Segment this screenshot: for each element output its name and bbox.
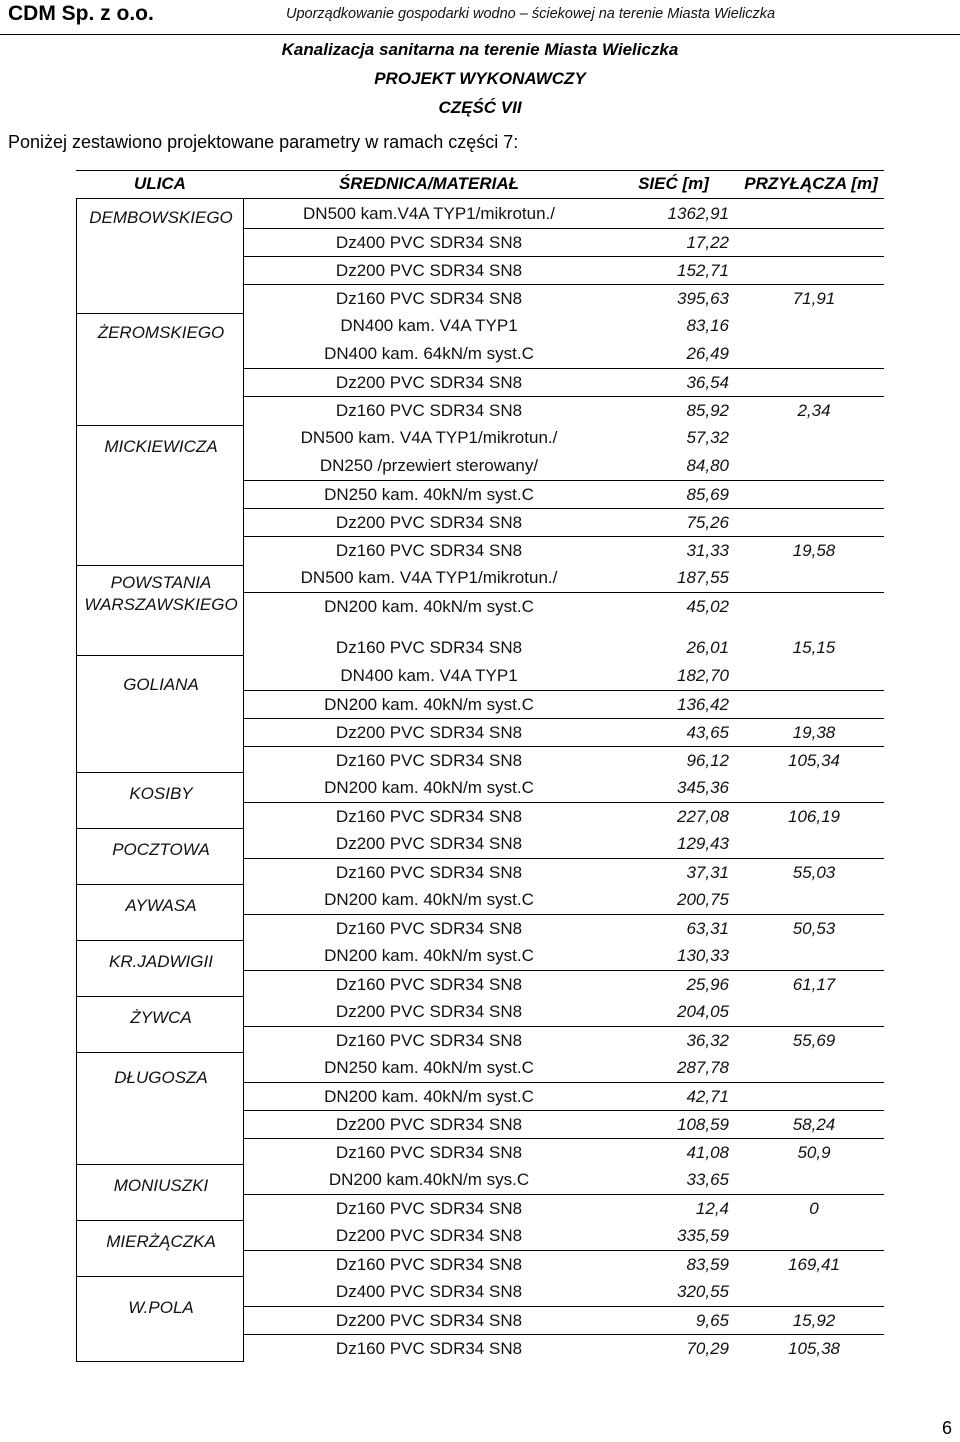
table-row <box>244 914 884 942</box>
network-length-cell: 83,16 <box>686 316 729 335</box>
network-length-cell: 9,65 <box>695 1311 729 1330</box>
table-row <box>244 774 884 802</box>
subtitle-1: Kanalizacja sanitarna na terenie Miasta Wieliczka <box>281 40 679 59</box>
connections-length-cell: 50,53 <box>792 919 836 938</box>
network-length-cell: 17,22 <box>686 233 729 252</box>
table-row <box>244 634 884 662</box>
material-cell: Dz200 PVC SDR34 SN8 <box>335 513 523 532</box>
table-row <box>244 746 884 774</box>
material-cell: Dz160 PVC SDR34 SN8 <box>335 1143 523 1162</box>
material-cell: Dz160 PVC SDR34 SN8 <box>335 751 523 770</box>
table-row <box>244 1250 884 1278</box>
table-row <box>244 690 884 718</box>
material-cell: Dz200 PVC SDR34 SN8 <box>335 1226 523 1245</box>
network-length-cell: 33,65 <box>686 1170 729 1189</box>
street-cell <box>76 425 244 565</box>
table-row <box>244 1334 884 1362</box>
table-top-border <box>76 170 884 199</box>
table-row <box>244 1138 884 1166</box>
table-row <box>244 830 884 858</box>
material-cell: DN250 kam. 40kN/m syst.C <box>324 485 534 504</box>
network-length-cell: 26,49 <box>686 344 729 363</box>
material-cell: DN200 kam. 40kN/m syst.C <box>324 695 534 714</box>
table-row <box>244 312 884 340</box>
material-cell: Dz160 PVC SDR34 SN8 <box>335 1339 523 1358</box>
network-length-cell: 182,70 <box>677 666 729 685</box>
street-cell <box>76 828 244 884</box>
connections-length-cell: 19,38 <box>792 723 836 742</box>
table-row <box>244 1082 884 1110</box>
street-name: KR.JADWIGII <box>109 952 213 971</box>
street-cell <box>76 1052 244 1164</box>
table-row <box>244 1222 884 1250</box>
street-cell <box>76 940 244 996</box>
table-row <box>244 368 884 396</box>
network-length-cell: 1362,91 <box>667 204 729 223</box>
project-title: Uporządkowanie gospodarki wodno – ściekowej na terenie Miasta Wieliczka <box>286 6 776 22</box>
street-name: DŁUGOSZA <box>114 1068 208 1087</box>
table-row <box>244 1026 884 1054</box>
material-cell: DN200 kam. 40kN/m syst.C <box>324 1087 534 1106</box>
material-cell: Dz400 PVC SDR34 SN8 <box>335 1282 523 1301</box>
street-cell <box>76 565 244 655</box>
material-cell: Dz200 PVC SDR34 SN8 <box>335 1002 523 1021</box>
street-name: POCZTOWA <box>112 840 210 859</box>
table-row <box>244 508 884 536</box>
network-length-cell: 130,33 <box>677 946 729 965</box>
network-length-cell: 108,59 <box>677 1115 729 1134</box>
material-cell: DN500 kam. V4A TYP1/mikrotun./ <box>300 428 558 447</box>
material-cell: Dz200 PVC SDR34 SN8 <box>335 723 523 742</box>
connections-length-cell: 50,9 <box>797 1143 831 1162</box>
connections-length-cell: 58,24 <box>792 1115 836 1134</box>
street-cell <box>76 884 244 940</box>
material-cell: Dz160 PVC SDR34 SN8 <box>335 975 523 994</box>
street-cell <box>76 1276 244 1362</box>
subtitle-3: CZĘŚĆ VII <box>438 98 522 117</box>
network-length-cell: 12,4 <box>695 1199 729 1218</box>
network-length-cell: 287,78 <box>677 1058 729 1077</box>
table-row <box>244 1110 884 1138</box>
network-length-cell: 36,54 <box>686 373 729 392</box>
network-length-cell: 26,01 <box>686 638 729 657</box>
material-cell: Dz400 PVC SDR34 SN8 <box>335 233 523 252</box>
connections-length-cell: 15,92 <box>792 1311 836 1330</box>
material-cell: DN400 kam. V4A TYP1 <box>340 666 518 685</box>
material-cell: DN250 /przewiert sterowany/ <box>319 456 539 475</box>
table-row <box>244 998 884 1026</box>
material-cell: Dz160 PVC SDR34 SN8 <box>335 638 523 657</box>
connections-length-cell: 2,34 <box>797 401 831 420</box>
street-name: W.POLA <box>128 1298 194 1317</box>
street-cell <box>76 313 244 425</box>
material-cell: Dz160 PVC SDR34 SN8 <box>335 807 523 826</box>
network-length-cell: 31,33 <box>686 541 729 560</box>
table-row <box>244 858 884 886</box>
table-row <box>244 340 884 368</box>
network-length-cell: 42,71 <box>686 1087 729 1106</box>
material-cell: DN500 kam.V4A TYP1/mikrotun./ <box>303 204 555 223</box>
material-cell: DN200 kam. 40kN/m syst.C <box>324 778 534 797</box>
material-cell: Dz200 PVC SDR34 SN8 <box>335 1115 523 1134</box>
network-length-cell: 345,36 <box>677 778 729 797</box>
connections-length-cell: 61,17 <box>792 975 836 994</box>
table-row <box>244 970 884 998</box>
table-row <box>244 480 884 508</box>
material-cell: Dz160 PVC SDR34 SN8 <box>335 541 523 560</box>
table-row <box>244 396 884 424</box>
header-network: SIEĆ [m] <box>638 174 709 193</box>
table-row <box>244 886 884 914</box>
street-name: MICKIEWICZA <box>104 437 218 456</box>
connections-length-cell: 105,38 <box>788 1339 840 1358</box>
material-cell: DN200 kam. 40kN/m syst.C <box>324 890 534 909</box>
material-cell: Dz160 PVC SDR34 SN8 <box>335 289 523 308</box>
subtitle-2: PROJEKT WYKONAWCZY <box>374 69 586 88</box>
network-length-cell: 335,59 <box>677 1226 729 1245</box>
network-length-cell: 43,65 <box>686 723 729 742</box>
table-row <box>244 1166 884 1194</box>
network-length-cell: 85,92 <box>686 401 729 420</box>
material-cell: Dz160 PVC SDR34 SN8 <box>335 919 523 938</box>
company-name: CDM Sp. z o.o. <box>8 2 154 25</box>
table-row <box>244 592 884 620</box>
network-length-cell: 96,12 <box>686 751 729 770</box>
table-row <box>244 228 884 256</box>
street-cell <box>76 198 244 313</box>
table-row <box>244 718 884 746</box>
table-row <box>244 1054 884 1082</box>
material-cell: DN500 kam. V4A TYP1/mikrotun./ <box>300 568 558 587</box>
network-length-cell: 204,05 <box>677 1002 729 1021</box>
street-cell <box>76 655 244 772</box>
table-row <box>244 1306 884 1334</box>
street-name: DEMBOWSKIEGO <box>89 208 233 227</box>
material-cell: DN400 kam. 64kN/m syst.C <box>324 344 534 363</box>
table-row <box>244 536 884 564</box>
table-row <box>244 1278 884 1306</box>
network-length-cell: 70,29 <box>686 1339 729 1358</box>
page-number: 6 <box>941 1418 952 1438</box>
table-row <box>244 942 884 970</box>
network-length-cell: 57,32 <box>686 428 729 447</box>
table-row <box>244 424 884 452</box>
header-street: ULICA <box>134 174 186 193</box>
material-cell: Dz200 PVC SDR34 SN8 <box>335 373 523 392</box>
connections-length-cell: 55,03 <box>792 863 836 882</box>
network-length-cell: 37,31 <box>686 863 729 882</box>
connections-length-cell: 55,69 <box>792 1031 836 1050</box>
material-cell: DN400 kam. V4A TYP1 <box>340 316 518 335</box>
header-rule <box>0 34 960 35</box>
network-length-cell: 41,08 <box>686 1143 729 1162</box>
table-row <box>244 200 884 228</box>
connections-length-cell: 15,15 <box>792 638 836 657</box>
network-length-cell: 83,59 <box>686 1255 729 1274</box>
street-name: MIERŻĄCZKA <box>106 1232 216 1251</box>
connections-length-cell: 0 <box>809 1199 819 1218</box>
network-length-cell: 45,02 <box>686 597 729 616</box>
connections-length-cell: 169,41 <box>788 1255 840 1274</box>
table-row <box>244 802 884 830</box>
material-cell: Dz160 PVC SDR34 SN8 <box>335 401 523 420</box>
table-row <box>244 256 884 284</box>
header-connections: PRZYŁĄCZA [m] <box>744 174 878 193</box>
street-name: ŻEROMSKIEGO <box>97 323 225 342</box>
material-cell: Dz200 PVC SDR34 SN8 <box>335 261 523 280</box>
material-cell: Dz160 PVC SDR34 SN8 <box>335 1199 523 1218</box>
network-length-cell: 227,08 <box>677 807 729 826</box>
network-length-cell: 75,26 <box>686 513 729 532</box>
network-length-cell: 200,75 <box>677 890 729 909</box>
network-length-cell: 187,55 <box>677 568 729 587</box>
table-row <box>244 284 884 312</box>
material-cell: Dz160 PVC SDR34 SN8 <box>335 1255 523 1274</box>
street-cell <box>76 1164 244 1220</box>
street-name: ŻYWCA <box>130 1008 192 1027</box>
street-cell <box>76 996 244 1052</box>
street-cell <box>76 1220 244 1276</box>
network-length-cell: 84,80 <box>686 456 729 475</box>
street-name: POWSTANIA WARSZAWSKIEGO <box>84 573 238 614</box>
network-length-cell: 63,31 <box>686 919 729 938</box>
network-length-cell: 25,96 <box>686 975 729 994</box>
material-cell: DN200 kam. 40kN/m syst.C <box>324 946 534 965</box>
network-length-cell: 320,55 <box>677 1282 729 1301</box>
table-row <box>244 452 884 480</box>
connections-length-cell: 71,91 <box>792 289 836 308</box>
network-length-cell: 129,43 <box>677 834 729 853</box>
table-row <box>244 1194 884 1222</box>
street-cell <box>76 772 244 828</box>
table-row <box>244 564 884 592</box>
header-diameter: ŚREDNICA/MATERIAŁ <box>338 174 520 193</box>
parameters-table <box>76 170 884 1380</box>
material-cell: Dz200 PVC SDR34 SN8 <box>335 834 523 853</box>
material-cell: Dz160 PVC SDR34 SN8 <box>335 1031 523 1050</box>
street-name: KOSIBY <box>129 784 193 803</box>
connections-length-cell: 105,34 <box>788 751 840 770</box>
intro-text: Poniżej zestawiono projektowane parametry w ramach części 7: <box>8 132 519 152</box>
material-cell: DN200 kam. 40kN/m syst.C <box>324 597 534 616</box>
street-name: GOLIANA <box>123 675 199 694</box>
network-length-cell: 395,63 <box>677 289 729 308</box>
material-cell: Dz160 PVC SDR34 SN8 <box>335 863 523 882</box>
network-length-cell: 152,71 <box>677 261 729 280</box>
connections-length-cell: 106,19 <box>788 807 840 826</box>
material-cell: DN200 kam.40kN/m sys.C <box>328 1170 530 1189</box>
network-length-cell: 36,32 <box>686 1031 729 1050</box>
network-length-cell: 136,42 <box>677 695 729 714</box>
street-name: AYWASA <box>125 896 197 915</box>
connections-length-cell: 19,58 <box>792 541 836 560</box>
network-length-cell: 85,69 <box>686 485 729 504</box>
table-row <box>244 662 884 690</box>
material-cell: DN250 kam. 40kN/m syst.C <box>324 1058 534 1077</box>
material-cell: Dz200 PVC SDR34 SN8 <box>335 1311 523 1330</box>
street-name: MONIUSZKI <box>113 1176 209 1195</box>
